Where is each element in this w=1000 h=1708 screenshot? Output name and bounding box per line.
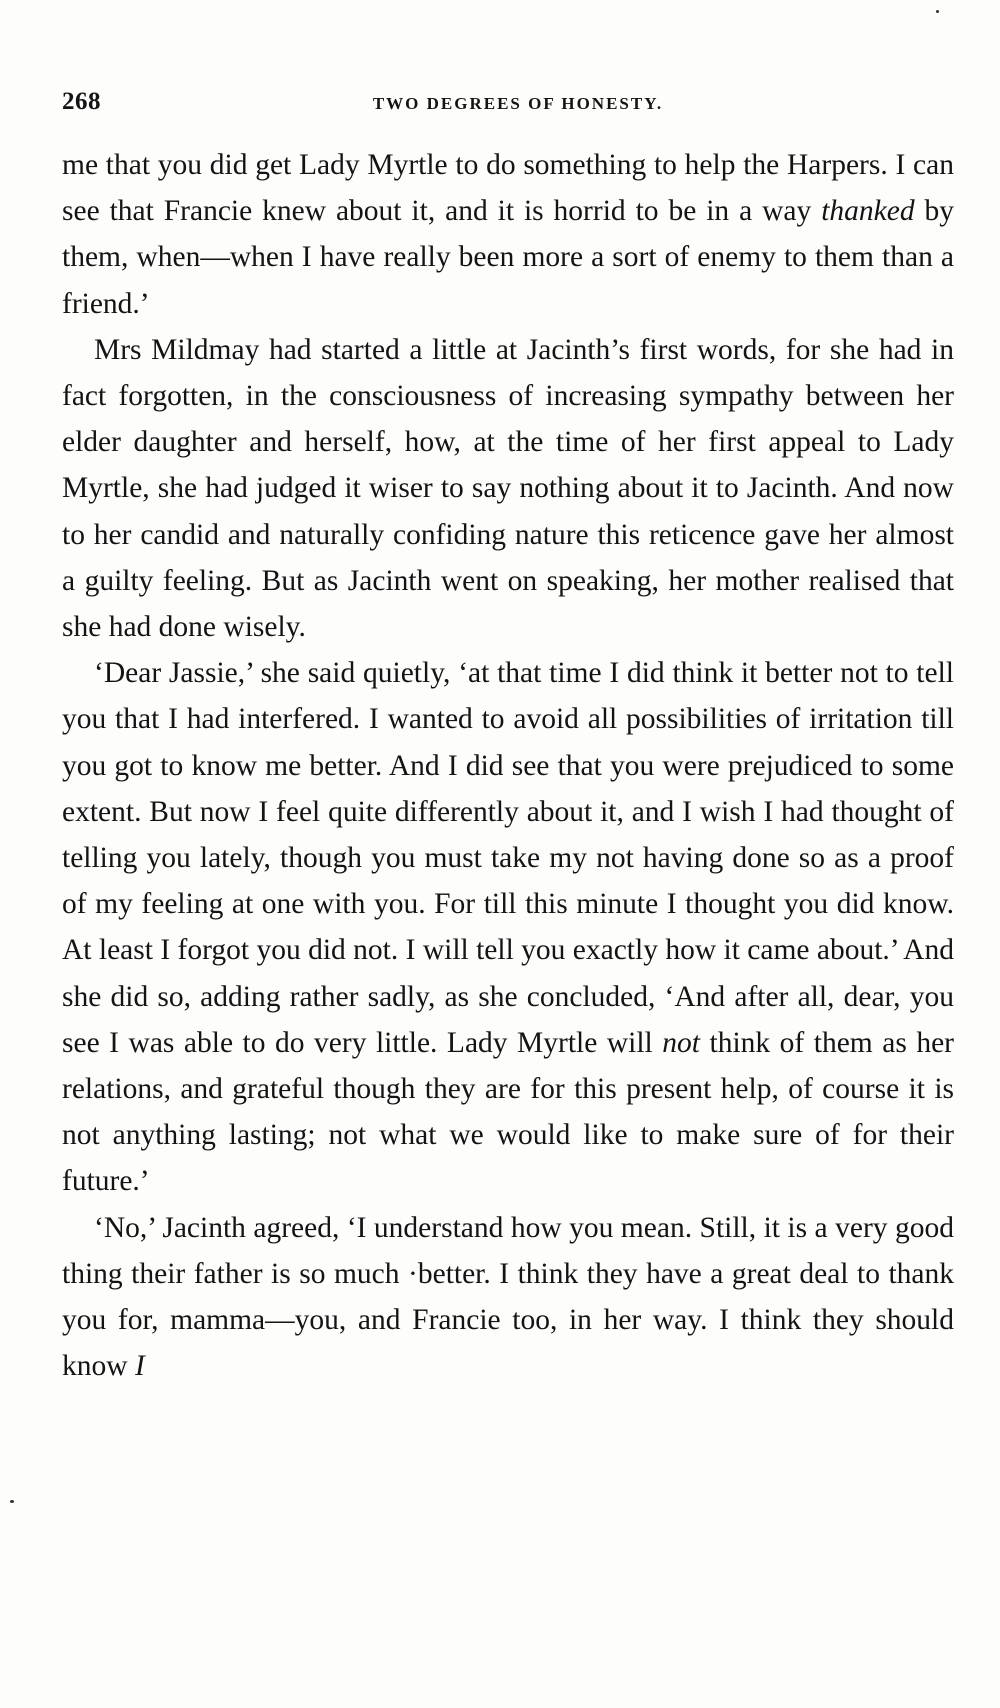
paragraph-3-italic-not: not xyxy=(662,1026,700,1059)
paragraph-1-text-a: me that you did get Lady Myrtle to do something to help the Harpers. I can see that Francie knew about it, and it is horrid to be in a way xyxy=(62,149,954,228)
paragraph-4 xyxy=(62,1205,954,1390)
scan-speck-left xyxy=(10,1500,14,1503)
page-header xyxy=(62,88,954,124)
paragraph-4-text: ‘No,’ Jacinth agreed, ‘I understand how you mean. Still, it is a very good thing their father is so much ·better. I think they have a great deal to thank you for, mamma—you, and Francie too, in her way. I think they should know xyxy=(62,1211,954,1383)
body-text xyxy=(62,142,954,1389)
page-number: 268 xyxy=(62,88,101,115)
paragraph-1 xyxy=(62,142,954,327)
paragraph-2-text: Mrs Mildmay had started a little at Jacinth’s first words, for she had in fact forgotten, in the consciousness of increasing sympathy between her elder daughter and herself, how, at the time of her first appeal to Lady Myrtle, she had judged it wiser to say nothing about it to Jacinth. And now to her candid and naturally confiding nature this reticence gave her almost a guilty feeling. But as Jacinth went on speaking, her mother realised that she had done wisely. xyxy=(62,333,954,644)
paragraph-2 xyxy=(62,327,954,650)
paragraph-3-text-a: ‘Dear Jassie,’ she said quietly, ‘at that time I did think it better not to tell you that I had interfered. I wanted to avoid all possibilities of irritation till you got to know me better. And I did see that you were prejudiced to some extent. But now I feel quite differently about it, and I wish I had thought of telling you lately, though you must take my not having done so as a proof of my feeling at one with you. For till this minute I thought you did know. At least I forgot you did not. I will tell you exactly how it came about.’ And she did so, adding rather sadly, as she concluded, ‘And after all, dear, you see I was able to do very little. Lady Myrtle will xyxy=(62,657,954,1059)
paragraph-1-text-b: by them, when—when I have really been more a sort of enemy to them than a friend.’ xyxy=(62,195,955,320)
paragraph-1-italic-thanked: thanked xyxy=(821,195,915,228)
running-title: TWO DEGREES OF HONESTY. xyxy=(372,94,664,113)
paragraph-4-italic-i: I xyxy=(134,1350,145,1383)
paragraph-3-text-b: think of them as her relations, and grateful though they are for this present help, of course it is not anything lasting; not what we would like to make sure of for their future.’ xyxy=(62,1026,954,1198)
scan-speck-top-right xyxy=(936,10,939,13)
paragraph-3 xyxy=(62,650,954,1204)
